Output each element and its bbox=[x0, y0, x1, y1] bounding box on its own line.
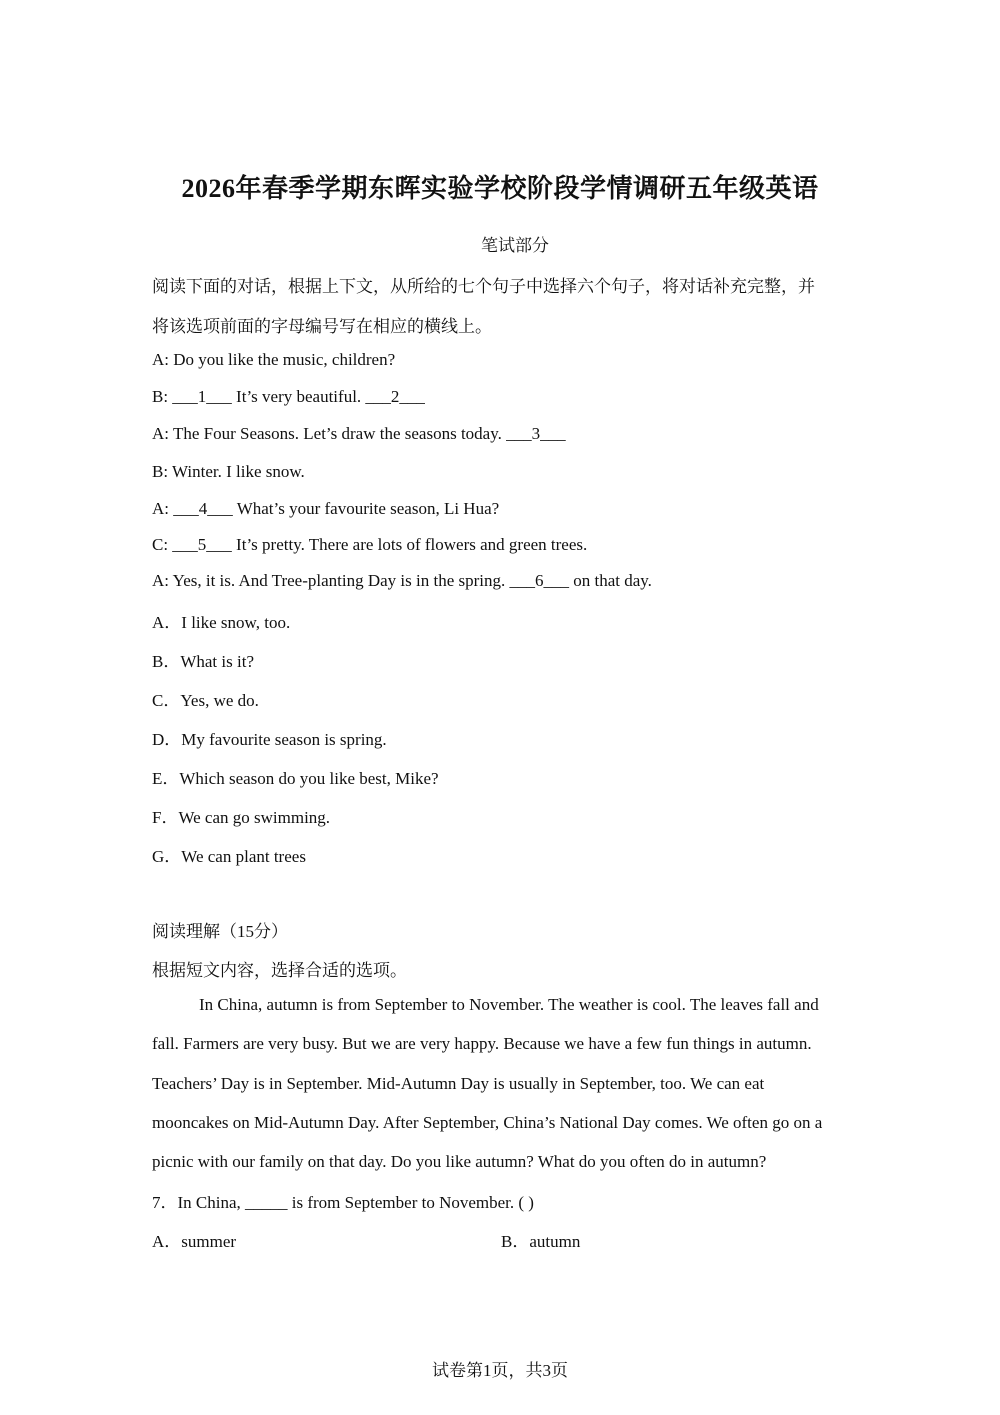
passage-line: fall. Farmers are very busy. But we are very happy. Because we have a few fun things in autumn. bbox=[152, 1034, 812, 1053]
option-item: B．What is it? bbox=[152, 652, 254, 671]
instruction-line: 阅读下面的对话，根据上下文，从所给的七个句子中选择六个句子，将对话补充完整，并 bbox=[152, 277, 815, 296]
instruction-line: 将该选项前面的字母编号写在相应的横线上。 bbox=[152, 317, 492, 336]
dialogue-line: A: Yes, it is. And Tree-planting Day is in the spring. ___6___ on that day. bbox=[152, 571, 652, 590]
section-heading: 阅读理解（15分） bbox=[152, 922, 288, 941]
dialogue-line: A: ___4___ What’s your favourite season, Li Hua? bbox=[152, 499, 500, 518]
page-footer: 试卷第1页，共3页 bbox=[432, 1361, 568, 1380]
section-subtitle: 笔试部分 bbox=[481, 236, 549, 255]
option-item: E．Which season do you like best, Mike? bbox=[152, 769, 439, 788]
passage-line: picnic with our family on that day. Do you like autumn? What do you often do in autumn? bbox=[152, 1152, 767, 1171]
dialogue-line: C: ___5___ It’s pretty. There are lots of flowers and green trees. bbox=[152, 535, 588, 554]
question-7-option-b: B．autumn bbox=[501, 1232, 581, 1251]
page-title: 2026年春季学期东晖实验学校阶段学情调研五年级英语 bbox=[181, 174, 819, 203]
section-instruction: 根据短文内容，选择合适的选项。 bbox=[152, 961, 407, 980]
question-7: 7．In China, _____ is from September to November. ( ) bbox=[152, 1193, 534, 1212]
option-item: F．We can go swimming. bbox=[152, 808, 331, 827]
option-item: A．I like snow, too. bbox=[152, 613, 291, 632]
passage-line: mooncakes on Mid-Autumn Day. After September, China’s National Day comes. We often go on a bbox=[152, 1113, 823, 1132]
passage-line: In China, autumn is from September to November. The weather is cool. The leaves fall and bbox=[199, 995, 819, 1014]
dialogue-line: B: ___1___ It’s very beautiful. ___2___ bbox=[152, 387, 425, 406]
option-item: G．We can plant trees bbox=[152, 847, 306, 866]
option-item: C．Yes, we do. bbox=[152, 691, 259, 710]
dialogue-line: B: Winter. I like snow. bbox=[152, 462, 305, 481]
passage-line: Teachers’ Day is in September. Mid-Autumn Day is usually in September, too. We can eat bbox=[152, 1074, 765, 1093]
option-item: D．My favourite season is spring. bbox=[152, 730, 387, 749]
dialogue-line: A: The Four Seasons. Let’s draw the seasons today. ___3___ bbox=[152, 424, 566, 443]
question-7-option-a: A．summer bbox=[152, 1232, 237, 1251]
dialogue-line: A: Do you like the music, children? bbox=[152, 350, 396, 369]
